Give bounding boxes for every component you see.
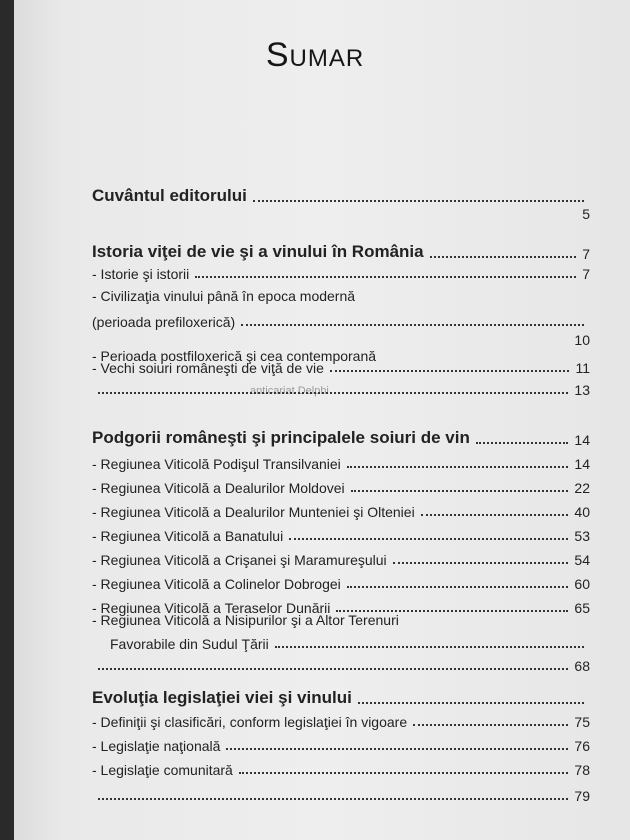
toc-entry: - Definiţii şi clasificări, conform legislaţiei în vigoare 75 bbox=[92, 714, 590, 730]
toc-entry: - Regiunea Viticolă a Banatului 53 bbox=[92, 528, 590, 544]
toc-entry: 13 bbox=[92, 378, 590, 398]
watermark: anticariat Delphi bbox=[250, 385, 329, 397]
toc-entry: Favorabile din Sudul Ţării bbox=[92, 632, 590, 652]
toc-entry: - Legislaţie naţională 76 bbox=[92, 738, 590, 754]
toc-section-editor-page: 5 bbox=[582, 206, 590, 222]
toc-entry: - Regiunea Viticolă a Nisipurilor şi a Altor Terenuri bbox=[92, 612, 399, 628]
toc-section-history: Istoria viţei de vie şi a vinului în România 7 bbox=[92, 242, 590, 262]
toc-entry: - Civilizaţia vinului până în epoca modernă bbox=[92, 288, 356, 304]
toc-entry: - Perioada postfiloxerică şi cea contemporană bbox=[92, 348, 377, 364]
toc-entry: 68 bbox=[92, 654, 590, 674]
toc-section-legislation: Evoluţia legislaţiei viei şi vinului bbox=[92, 688, 590, 708]
toc-entry: - Regiunea Viticolă a Dealurilor Moldovei 22 bbox=[92, 480, 590, 496]
toc-section-vineyards: Podgorii româneşti şi principalele soiuri de vin 14 bbox=[92, 428, 590, 448]
toc-section-editor: Cuvântul editorului bbox=[92, 186, 590, 206]
toc-entry: 79 bbox=[92, 784, 590, 804]
toc-entry: - Vechi soiuri româneşti de viţă de vie 11 bbox=[92, 360, 590, 376]
toc-entry: - Regiunea Viticolă a Colinelor Dobrogei 60 bbox=[92, 576, 590, 592]
toc-entry: - Regiunea Viticolă a Teraselor Dunării 65 bbox=[92, 600, 590, 616]
toc-entry: - Legislaţie comunitară 78 bbox=[92, 762, 590, 778]
toc-entry: 10 bbox=[574, 332, 590, 348]
toc-entry: - Regiunea Viticolă a Crişanei şi Maramureşului 54 bbox=[92, 552, 590, 568]
toc-entry: (perioada prefiloxerică) bbox=[92, 310, 590, 330]
toc-entry: - Regiunea Viticolă a Dealurilor Munteniei şi Olteniei 40 bbox=[92, 504, 590, 520]
toc-entry: - Istorie şi istorii 7 bbox=[92, 266, 590, 282]
page-title: SUMAR bbox=[265, 36, 365, 74]
toc-entry: - Regiunea Viticolă Podişul Transilvaniei 14 bbox=[92, 456, 590, 472]
